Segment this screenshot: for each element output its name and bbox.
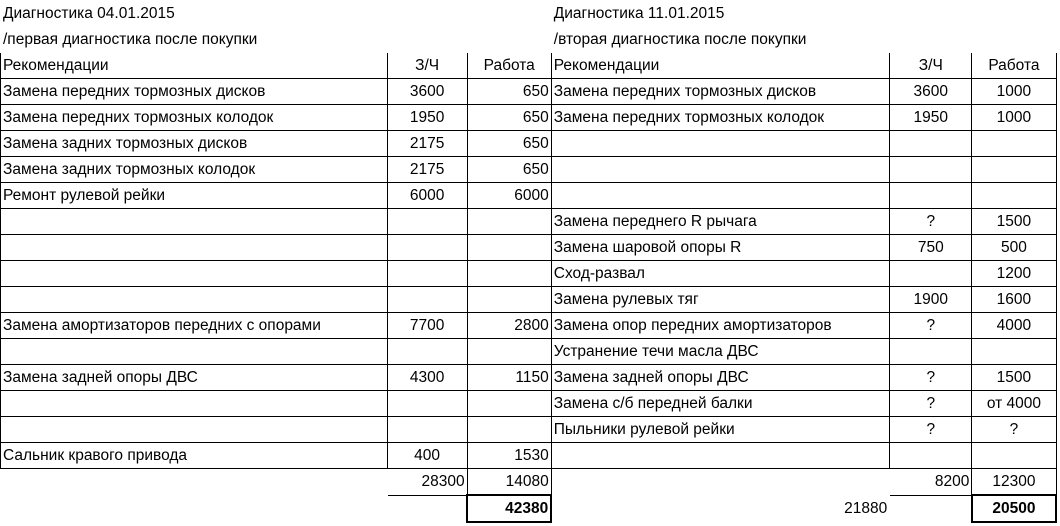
right-recommendation: [551, 157, 889, 183]
table-row: [1, 443, 1057, 469]
left-recommendation: [1, 417, 388, 443]
right-work-cost: 500: [972, 235, 1056, 261]
table-row: [1, 261, 1057, 287]
right-parts-cost: 750: [890, 235, 972, 261]
right-work-cost: [972, 443, 1056, 469]
right-work-cost: [972, 157, 1056, 183]
left-recommendation: [1, 261, 388, 287]
right-grand-total: 20500: [972, 495, 1056, 522]
left-recommendation: Замена амортизаторов передних с опорами: [1, 313, 388, 339]
right-parts-total: 8200: [890, 469, 972, 496]
right-recommendation: [551, 443, 889, 469]
right-recommendation: Замена передних тормозных колодок: [551, 105, 889, 131]
right-extra-total: 21880: [844, 500, 888, 517]
left-recommendation: Ремонт рулевой рейки: [1, 183, 388, 209]
left-work-cost: [467, 391, 551, 417]
right-recommendation: Замена передних тормозных дисков: [551, 79, 889, 105]
table-row: [1, 287, 1057, 313]
right-parts-cost: 1900: [890, 287, 972, 313]
left-parts-cost: [387, 261, 467, 287]
left-work-cost: 650: [467, 79, 551, 105]
right-parts-cost: ?: [890, 365, 972, 391]
left-work-cost: [467, 209, 551, 235]
table-row: [1, 105, 1057, 131]
left-header-parts: З/Ч: [387, 53, 467, 79]
table-row: [1, 235, 1057, 261]
right-header-parts: З/Ч: [890, 53, 972, 79]
left-parts-cost: 2175: [387, 157, 467, 183]
right-parts-cost: ?: [890, 391, 972, 417]
left-parts-cost: 2175: [387, 131, 467, 157]
table-row: [1, 391, 1057, 417]
table-row: [1, 339, 1057, 365]
left-work-cost: [467, 235, 551, 261]
right-recommendation: Замена шаровой опоры R: [551, 235, 889, 261]
right-work-cost: 1200: [972, 261, 1056, 287]
table-row: [1, 79, 1057, 105]
right-parts-cost: 3600: [890, 79, 972, 105]
right-recommendation: [551, 131, 889, 157]
left-work-cost: [467, 287, 551, 313]
left-work-cost: 650: [467, 157, 551, 183]
right-parts-cost: [890, 443, 972, 469]
left-recommendation: Замена задних тормозных колодок: [1, 157, 388, 183]
right-parts-cost: ?: [890, 417, 972, 443]
right-header-work: Работа: [972, 53, 1056, 79]
right-recommendation: Замена задней опоры ДВС: [551, 365, 889, 391]
grand-total-row: [1, 495, 1057, 522]
left-recommendation: Замена задней опоры ДВС: [1, 365, 388, 391]
right-work-cost: 1500: [972, 209, 1056, 235]
left-title: Диагностика 04.01.2015: [3, 5, 175, 22]
right-recommendation: Замена опор передних амортизаторов: [551, 313, 889, 339]
right-header-recommendations: Рекомендации: [551, 53, 889, 79]
left-recommendation: [1, 209, 388, 235]
right-recommendation: Замена рулевых тяг: [551, 287, 889, 313]
left-work-cost: [467, 261, 551, 287]
right-work-cost: 1000: [972, 79, 1056, 105]
header-row: [1, 53, 1057, 79]
left-subtitle: /первая диагностика после покупки: [3, 31, 258, 48]
left-recommendation: [1, 287, 388, 313]
right-recommendation: Сход-развал: [551, 261, 889, 287]
left-recommendation: [1, 235, 388, 261]
left-parts-cost: [387, 339, 467, 365]
right-parts-cost: [890, 131, 972, 157]
right-recommendation: Замена переднего R рычага: [551, 209, 889, 235]
left-recommendation: Замена передних тормозных колодок: [1, 105, 388, 131]
right-work-total: 12300: [972, 469, 1056, 496]
right-parts-cost: [890, 183, 972, 209]
left-recommendation: Замена задних тормозных дисков: [1, 131, 388, 157]
right-subtitle: /вторая диагностика после покупки: [553, 31, 807, 48]
right-work-cost: [972, 339, 1056, 365]
left-work-cost: 1530: [467, 443, 551, 469]
left-parts-cost: [387, 417, 467, 443]
table-row: [1, 131, 1057, 157]
right-parts-cost: [890, 261, 972, 287]
table-row: [1, 157, 1057, 183]
left-recommendation: Замена передних тормозных дисков: [1, 79, 388, 105]
title-row: [1, 1, 1057, 27]
subtitle-row: [1, 27, 1057, 53]
right-recommendation: Замена с/б передней балки: [551, 391, 889, 417]
left-parts-cost: [387, 391, 467, 417]
left-parts-cost: 400: [387, 443, 467, 469]
right-parts-cost: 1950: [890, 105, 972, 131]
left-work-cost: [467, 339, 551, 365]
table-row: [1, 209, 1057, 235]
left-recommendation: [1, 339, 388, 365]
left-work-cost: 1150: [467, 365, 551, 391]
table-row: [1, 183, 1057, 209]
right-parts-cost: ?: [890, 209, 972, 235]
left-parts-cost: 6000: [387, 183, 467, 209]
left-recommendation: Сальник кравого привода: [1, 443, 388, 469]
left-parts-cost: 7700: [387, 313, 467, 339]
right-work-cost: [972, 131, 1056, 157]
left-parts-cost: [387, 209, 467, 235]
left-header-recommendations: Рекомендации: [1, 53, 388, 79]
right-recommendation: [551, 183, 889, 209]
left-work-cost: 650: [467, 105, 551, 131]
right-work-cost: 1500: [972, 365, 1056, 391]
right-parts-cost: ?: [890, 313, 972, 339]
table-row: [1, 365, 1057, 391]
left-grand-total: 42380: [467, 495, 551, 522]
left-parts-cost: 4300: [387, 365, 467, 391]
left-parts-cost: 1950: [387, 105, 467, 131]
table-row: [1, 417, 1057, 443]
left-parts-cost: [387, 287, 467, 313]
left-parts-total: 28300: [387, 469, 467, 496]
left-work-cost: 6000: [467, 183, 551, 209]
left-parts-cost: 3600: [387, 79, 467, 105]
right-work-cost: 4000: [972, 313, 1056, 339]
left-work-cost: 2800: [467, 313, 551, 339]
table-row: [1, 313, 1057, 339]
totals-row: [1, 469, 1057, 496]
left-parts-cost: [387, 235, 467, 261]
right-recommendation: Устранение течи масла ДВС: [551, 339, 889, 365]
right-work-cost: 1600: [972, 287, 1056, 313]
right-work-cost: ?: [972, 417, 1056, 443]
left-recommendation: [1, 391, 388, 417]
right-parts-cost: [890, 157, 972, 183]
right-work-cost: от 4000: [972, 391, 1056, 417]
left-work-cost: [467, 417, 551, 443]
left-header-work: Работа: [467, 53, 551, 79]
right-recommendation: Пыльники рулевой рейки: [551, 417, 889, 443]
left-work-cost: 650: [467, 131, 551, 157]
right-parts-cost: [890, 339, 972, 365]
right-work-cost: [972, 183, 1056, 209]
right-title: Диагностика 11.01.2015: [553, 5, 725, 22]
right-work-cost: 1000: [972, 105, 1056, 131]
left-work-total: 14080: [467, 469, 551, 496]
